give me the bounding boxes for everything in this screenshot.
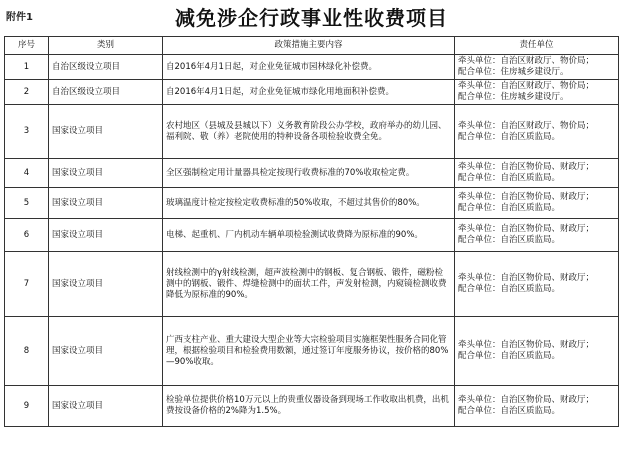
attachment-label: 附件1: [6, 12, 33, 23]
resp-lead: 牵头单位：自治区财政厅、物价局；: [458, 81, 595, 91]
row-seq: 6: [5, 219, 49, 252]
row-seq: 8: [5, 317, 49, 386]
row-category: 国家设立项目: [49, 188, 163, 219]
row-seq: 5: [5, 188, 49, 219]
resp-partner: 配合单位：自治区质监局。: [458, 203, 561, 213]
resp-lead: 牵头单位：自治区物价局、财政厅；: [458, 224, 595, 234]
resp-partner: 配合单位：住房城乡建设厅。: [458, 67, 569, 77]
row-responsible: [455, 317, 619, 386]
resp-lead: 牵头单位：自治区财政厅、物价局；: [458, 56, 595, 66]
row-responsible: [455, 105, 619, 159]
row-category: 国家设立项目: [49, 105, 163, 159]
table-row: [5, 80, 619, 105]
resp-lead: 牵头单位：自治区物价局、财政厅；: [458, 273, 595, 283]
row-responsible: [455, 219, 619, 252]
resp-lead: 牵头单位：自治区物价局、财政厅；: [458, 162, 595, 172]
resp-partner: 配合单位：自治区质监局。: [458, 351, 561, 361]
page-title: 减免涉企行政事业性收费项目: [175, 6, 448, 30]
resp-lead: 牵头单位：自治区物价局、财政厅；: [458, 192, 595, 202]
row-policy: 全区强制检定用计量器具检定按现行收费标准的70%收取检定费。: [163, 159, 455, 188]
row-category: 国家设立项目: [49, 386, 163, 427]
row-policy: 玻璃温度计检定按检定收费标准的50%收取，不超过其售价的80%。: [163, 188, 455, 219]
resp-partner: 配合单位：自治区质监局。: [458, 173, 561, 183]
row-category: 自治区级设立项目: [49, 55, 163, 80]
row-responsible: [455, 188, 619, 219]
table-row: [5, 252, 619, 317]
row-seq: 1: [5, 55, 49, 80]
fee-reduction-table: [4, 36, 619, 427]
row-seq: 7: [5, 252, 49, 317]
row-responsible: [455, 80, 619, 105]
resp-partner: 配合单位：自治区质监局。: [458, 406, 561, 416]
row-category: 国家设立项目: [49, 317, 163, 386]
row-policy: 检验单位提供价格10万元以上的贵重仪器设备到现场工作收取出机费，出机费按设备价格的2%降为1.5%。: [163, 386, 455, 427]
table-row: [5, 105, 619, 159]
row-category: 国家设立项目: [49, 159, 163, 188]
resp-partner: 配合单位：自治区质监局。: [458, 235, 561, 245]
row-policy: 电梯、起重机、厂内机动车辆单项检验测试收费降为原标准的90%。: [163, 219, 455, 252]
table-row: [5, 188, 619, 219]
table-row: [5, 219, 619, 252]
resp-partner: 配合单位：自治区质监局。: [458, 131, 561, 142]
column-header-policy: 政策措施主要内容: [163, 37, 455, 55]
row-category: 自治区级设立项目: [49, 80, 163, 105]
row-seq: 4: [5, 159, 49, 188]
row-seq: 3: [5, 105, 49, 159]
row-policy: 广西支柱产业、重大建设大型企业等大宗检验项目实施框架性服务合同化管理，根据检验项目和检验费用数额，通过签订年度服务协议，按价格的80%—90%收取。: [163, 317, 455, 386]
column-header-seq: 序号: [5, 37, 49, 55]
row-responsible: [455, 55, 619, 80]
row-category: 国家设立项目: [49, 219, 163, 252]
row-seq: 2: [5, 80, 49, 105]
column-header-category: 类别: [49, 37, 163, 55]
table-header-row: [5, 37, 619, 55]
column-header-responsible: 责任单位: [455, 37, 619, 55]
resp-partner: 配合单位：自治区质监局。: [458, 284, 561, 294]
table-row: [5, 55, 619, 80]
resp-partner: 配合单位：住房城乡建设厅。: [458, 92, 569, 102]
row-seq: 9: [5, 386, 49, 427]
row-category: 国家设立项目: [49, 252, 163, 317]
resp-lead: 牵头单位：自治区物价局、财政厅；: [458, 340, 595, 350]
table-row: [5, 317, 619, 386]
row-policy: 射线检测中的γ射线检测，超声波检测中的钢板、复合钢板、锻件，磁粉检测中的钢板、锻件、焊缝检测中的面状工件，声发射检测，内窥镜检测收费降低为原标准的90%。: [163, 252, 455, 317]
resp-lead: 牵头单位：自治区财政厅、物价局；: [458, 120, 595, 131]
row-policy: 农村地区（县城及县城以下）义务教育阶段公办学校，政府举办的幼儿园、福利院、敬（养）老院使用的特种设备各项检验收费全免。: [163, 105, 455, 159]
row-policy: 自2016年4月1日起，对企业免征城市园林绿化补偿费。: [163, 55, 455, 80]
table-row: [5, 159, 619, 188]
resp-lead: 牵头单位：自治区物价局、财政厅；: [458, 395, 595, 405]
row-responsible: [455, 386, 619, 427]
row-policy: 自2016年4月1日起，对企业免征城市绿化用地面积补偿费。: [163, 80, 455, 105]
row-responsible: [455, 159, 619, 188]
table-row: [5, 386, 619, 427]
row-responsible: [455, 252, 619, 317]
